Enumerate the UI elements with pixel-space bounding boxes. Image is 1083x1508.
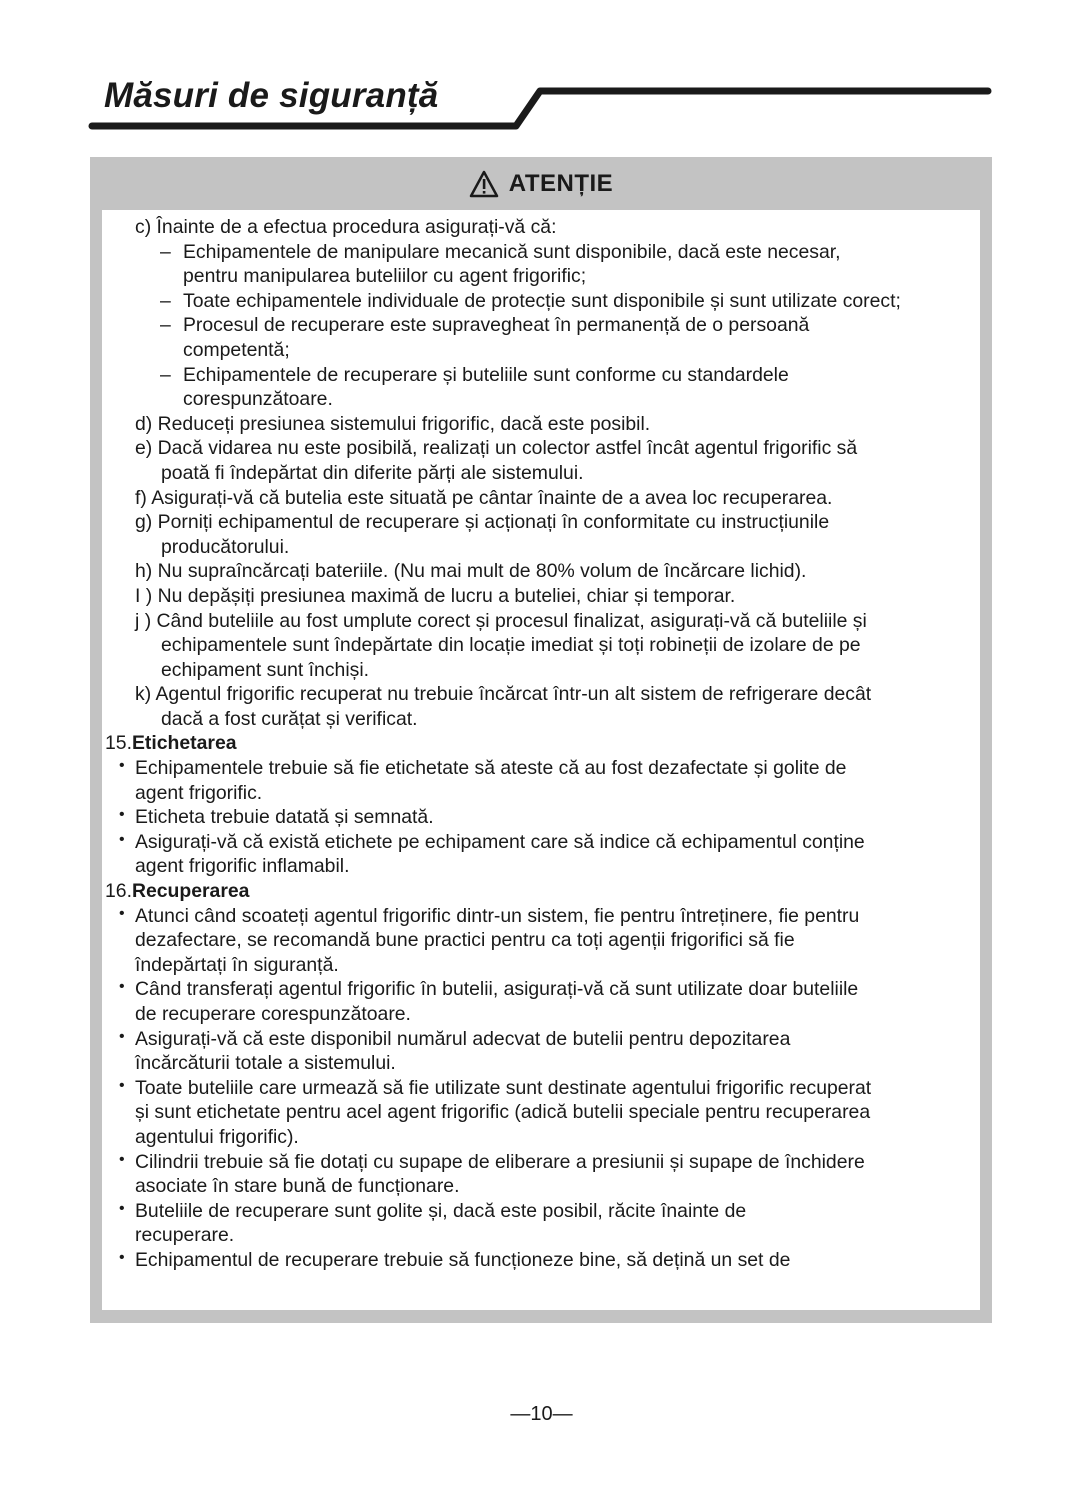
warning-content — [102, 210, 980, 1310]
list-item — [102, 682, 980, 731]
item-text: Echipamentul de recuperare trebuie să funcționeze bine, să dețină un set de — [135, 1248, 791, 1271]
item-text: Când transferați agentul frigorific în butelii, asigurați-vă că sunt utilizate doar buteliile — [135, 978, 859, 1001]
item-marker: f) — [135, 486, 147, 509]
dash-icon: – — [160, 240, 171, 263]
item-marker: e) — [135, 437, 153, 460]
item-marker: g) — [135, 511, 153, 534]
list-item — [102, 904, 980, 978]
item-marker: j ) — [135, 609, 152, 632]
list-item — [102, 215, 980, 240]
section-number: 16. — [105, 880, 132, 903]
warning-box — [90, 157, 992, 1323]
item-line — [102, 486, 980, 511]
warning-title: ATENȚIE — [508, 169, 614, 197]
bullet-icon: • — [119, 806, 125, 824]
section-number: 15. — [105, 732, 132, 755]
list-item — [102, 1150, 980, 1199]
item-text: Toate buteliile care urmează să fie utilizate sunt destinate agentului frigorific recuperat — [135, 1076, 872, 1099]
item-text: producătorului. — [161, 535, 290, 558]
item-text: dezafectare, se recomandă bune practici pentru ca toți agenții frigorifici să fie — [135, 929, 795, 952]
warning-triangle-icon — [469, 170, 499, 198]
item-text: dacă a fost curățat și verificat. — [161, 707, 418, 730]
item-text: agentului frigorific). — [135, 1125, 299, 1148]
item-marker: d) — [135, 412, 153, 435]
item-text: Echipamentele trebuie să fie etichetate să ateste că au fost dezafectate și golite de — [135, 757, 847, 780]
item-text: Asigurați-vă că există etichete pe echipament care să indice că echipamentul conține — [135, 830, 865, 853]
item-line — [102, 215, 980, 240]
item-text: Echipamentele de manipulare mecanică sunt disponibile, dacă este necesar, — [183, 240, 841, 263]
warning-box-header — [90, 157, 992, 210]
item-text: Asigurați-vă că este disponibil numărul adecvat de butelii pentru depozitarea — [135, 1027, 791, 1050]
item-text: recuperare. — [135, 1224, 235, 1247]
section-title: Etichetarea — [131, 732, 237, 755]
list-item — [102, 1199, 980, 1248]
item-text: de recuperare corespunzătoare. — [135, 1003, 411, 1025]
list-item — [102, 1076, 980, 1150]
item-text: Porniți echipamentul de recuperare și acționați în conformitate cu instrucțiunile — [157, 511, 830, 534]
list-item — [102, 412, 980, 437]
item-marker: k) — [135, 683, 152, 706]
item-text: asociate în stare bună de funcționare. — [135, 1175, 460, 1198]
page-number: —10— — [510, 1403, 573, 1425]
list-item — [102, 313, 980, 362]
list-item — [102, 559, 980, 584]
dash-icon: – — [160, 363, 171, 386]
page-title: Măsuri de siguranță — [104, 76, 439, 115]
item-line — [102, 682, 980, 707]
list-item — [102, 289, 980, 314]
item-line — [102, 436, 980, 461]
bullet-icon: • — [119, 1027, 125, 1045]
list-item — [102, 584, 980, 609]
bullet-icon: • — [119, 978, 125, 996]
item-text: Asigurați-vă că butelia este situată pe cântar înainte de a avea loc recuperarea. — [151, 486, 833, 509]
item-text: Nu depășiți presiunea maximă de lucru a buteliei, chiar și temporar. — [157, 584, 736, 607]
item-text: Echipamentele de recuperare și buteliile sunt conforme cu standardele — [183, 363, 789, 386]
bullet-icon: • — [119, 1199, 125, 1217]
section-heading — [102, 879, 980, 904]
bullet-icon: • — [119, 1150, 125, 1168]
list-item — [102, 436, 980, 485]
list-item — [102, 756, 980, 805]
item-text: competentă; — [183, 338, 290, 361]
list-item — [102, 1027, 980, 1076]
item-text: agent frigorific inflamabil. — [135, 855, 350, 878]
list-item — [102, 240, 980, 289]
item-line — [102, 584, 980, 609]
item-text: Eticheta trebuie datată și semnată. — [135, 806, 434, 829]
item-text: și sunt etichetate pentru acel agent frigorific (adică butelii speciale pentru recuperarea — [135, 1101, 871, 1124]
list-item — [102, 609, 980, 683]
item-text: pentru manipularea buteliilor cu agent frigorific; — [183, 265, 587, 288]
item-marker: h) — [135, 560, 153, 583]
dash-icon: – — [160, 314, 171, 337]
item-text: Înainte de a efectua procedura asigurați-vă că: — [156, 216, 557, 238]
list-item — [102, 805, 980, 830]
item-line — [102, 559, 980, 584]
item-text: poată fi îndepărtat din diferite părți ale sistemului. — [161, 461, 584, 484]
item-text: încărcăturii totale a sistemului. — [135, 1052, 396, 1075]
item-marker: I ) — [135, 584, 153, 607]
bullet-icon: • — [119, 1076, 125, 1094]
item-text: Când buteliile au fost umplute corect și procesul finalizat, asigurați-vă că buteliile și — [156, 609, 867, 632]
item-line — [102, 510, 980, 535]
item-text: Procesul de recuperare este supravegheat în permanență de o persoană — [183, 314, 810, 337]
list-item — [102, 977, 980, 1026]
item-line — [102, 412, 980, 437]
header-rule — [0, 0, 1083, 140]
item-text: agent frigorific. — [135, 781, 263, 804]
item-text: îndepărtați în siguranță. — [135, 953, 339, 976]
dash-icon: – — [160, 289, 171, 312]
item-line — [102, 609, 980, 634]
item-text: echipament sunt închiși. — [161, 658, 370, 681]
list-item — [102, 510, 980, 559]
item-marker: c) — [135, 216, 152, 238]
list-item — [102, 1248, 980, 1273]
bullet-icon: • — [119, 904, 125, 922]
item-text: Cilindrii trebuie să fie dotați cu supape de eliberare a presiunii și supape de închidere — [135, 1150, 865, 1173]
list-item — [102, 830, 980, 879]
list-item — [102, 363, 980, 412]
item-text: Reduceți presiunea sistemului frigorific, dacă este posibil. — [157, 412, 651, 435]
item-text: Dacă vidarea nu este posibilă, realizați un colector astfel încât agentul frigorific să — [157, 437, 858, 460]
list-item — [102, 486, 980, 511]
item-text: Toate echipamentele individuale de protecție sunt disponibile și sunt utilizate corect; — [183, 289, 901, 312]
item-text: Agentul frigorific recuperat nu trebuie încărcat într-un alt sistem de refrigerare decât — [155, 683, 872, 706]
bullet-icon: • — [119, 830, 125, 848]
item-text: corespunzătoare. — [183, 388, 333, 411]
section-title: Recuperarea — [131, 880, 250, 903]
item-text: Buteliile de recuperare sunt golite și, dacă este posibil, răcite înainte de — [135, 1199, 747, 1222]
bullet-icon: • — [119, 757, 125, 775]
item-text: Nu supraîncărcați bateriile. (Nu mai mult de 80% volum de încărcare lichid). — [157, 560, 807, 583]
item-text: echipamentele sunt îndepărtate din locație imediat și toți robineții de izolare de pe — [161, 634, 861, 657]
bullet-icon: • — [119, 1248, 125, 1266]
section-heading — [102, 731, 980, 756]
item-text: Atunci când scoateți agentul frigorific dintr-un sistem, fie pentru întreținere, fie pentru — [135, 904, 860, 927]
instruction-list — [102, 215, 980, 1273]
